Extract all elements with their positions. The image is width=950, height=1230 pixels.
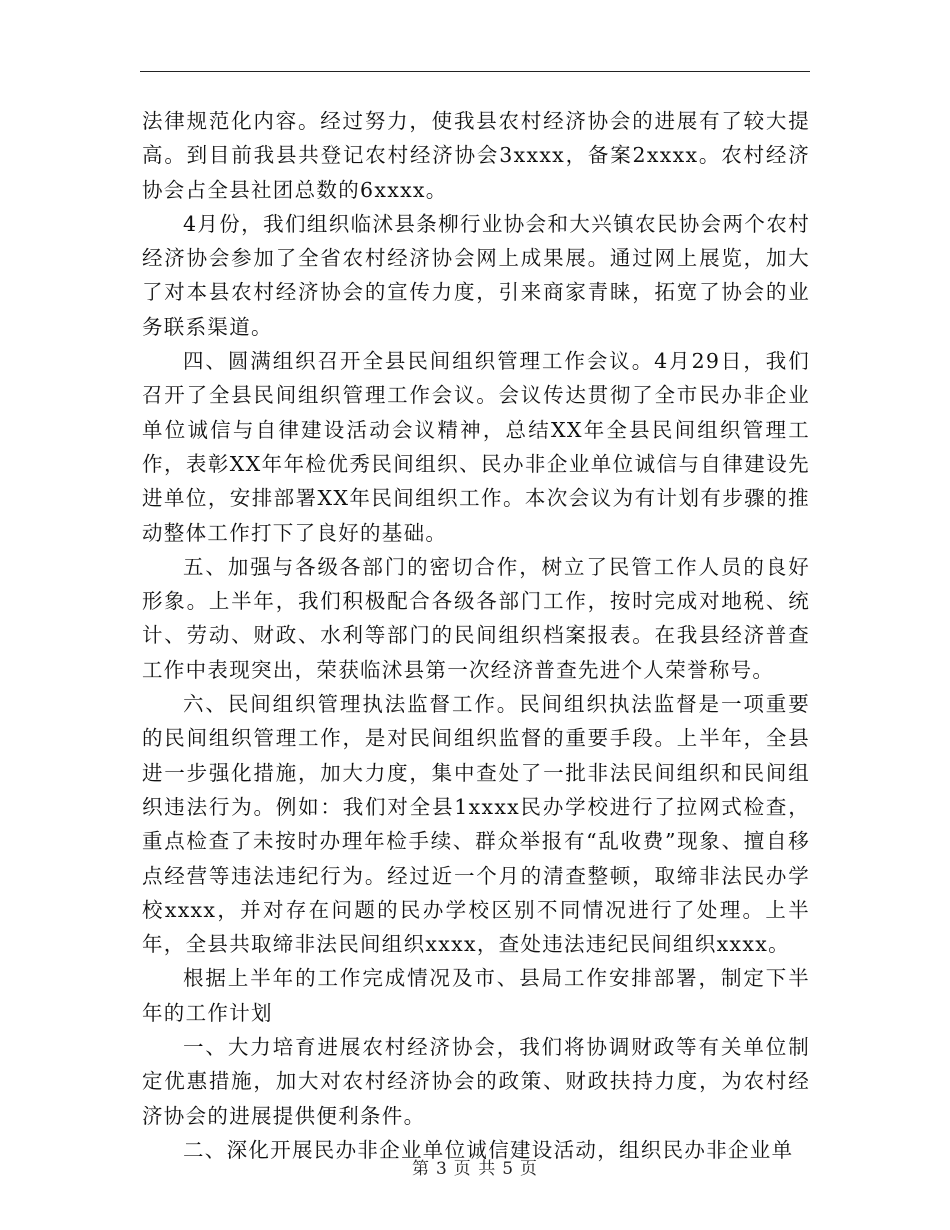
paragraph-2: 4月份，我们组织临沭县条柳行业协会和大兴镇农民协会两个农村经济协会参加了全省农村经济协会网上成果展。通过网上展览，加大了对本县农村经济协会的宣传力度，引来商家青睐，拓宽了协会的业务联系渠道。 (142, 211, 810, 339)
footer-total-pages: 5 (502, 1159, 515, 1179)
footer-page-number: 3 (435, 1159, 448, 1179)
body-text (142, 104, 810, 1167)
paragraph-4: 五、加强与各级各部门的密切合作，树立了民管工作人员的良好形象。上半年，我们积极配合各级各部门工作，按时完成对地税、统计、劳动、财政、水利等部门的民间组织档案报表。在我县经济普查工作中表现突出，荣获临沭县第一次经济普查先进个人荣誉称号。 (142, 554, 810, 682)
footer-suffix: 页 (520, 1159, 539, 1179)
footer-prefix: 第 (411, 1159, 430, 1179)
page-footer (0, 1154, 950, 1179)
paragraph-3: 四、圆满组织召开全县民间组织管理工作会议。4月29日，我们召开了全县民间组织管理工作会议。会议传达贯彻了全市民办非企业单位诚信与自律建设活动会议精神，总结XX年全县民间组织管理工作，表彰XX年年检优秀民间组织、民办非企业单位诚信与自律建设先进单位，安排部署XX年民间组织工作。本次会议为有计划有步骤的推动整体工作打下了良好的基础。 (142, 349, 810, 545)
paragraph-1: 法律规范化内容。经过努力，使我县农村经济协会的进展有了较大提高。到目前我县共登记农村经济协会3xxxx，备案2xxxx。农村经济协会占全县社团总数的6xxxx。 (142, 109, 810, 202)
header-rule (140, 71, 810, 72)
paragraph-8: 二、深化开展民办非企业单位诚信建设活动，组织民办非企业单 (183, 1137, 794, 1162)
footer-middle: 页 共 (453, 1159, 497, 1179)
paragraph-5: 六、民间组织管理执法监督工作。民间组织执法监督是一项重要的民间组织管理工作，是对民间组织监督的重要手段。上半年，全县进一步强化措施，加大力度，集中查处了一批非法民间组织和民间组织违法行为。例如：我们对全县1xxxx民办学校进行了拉网式检查，重点检查了未按时办理年检手续、群众举报有“乱收费”现象、擅自移点经营等违法违纪行为。经过近一个月的清查整顿，取缔非法民办学校xxxx，并对存在问题的民办学校区别不同情况进行了处理。上半年，全县共取缔非法民间组织xxxx，查处违法违纪民间组织xxxx。 (142, 692, 810, 957)
paragraph-7: 一、大力培育进展农村经济协会，我们将协调财政等有关单位制定优惠措施，加大对农村经济协会的政策、财政扶持力度，为农村经济协会的进展提供便利条件。 (142, 1035, 810, 1128)
paragraph-6: 根据上半年的工作完成情况及市、县局工作安排部署，制定下半年的工作计划 (142, 966, 810, 1025)
